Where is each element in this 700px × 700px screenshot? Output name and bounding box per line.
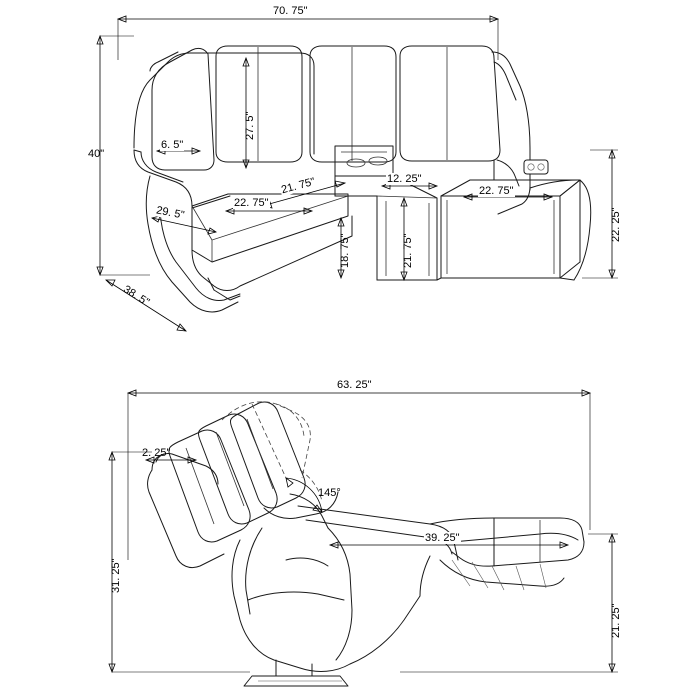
dim-label-overall-depth: 38. 5": [120, 283, 152, 309]
dim-label-backrest-height: 27. 5": [244, 111, 256, 140]
dim-label-reclined-height: 31. 25": [110, 558, 122, 593]
dim-label-headrest-thickness: 2. 25": [142, 447, 171, 459]
dim-label-console-height: 21. 75": [402, 233, 414, 268]
reclined-length-dimension: [128, 390, 590, 560]
dim-label-seat-height: 18. 75": [339, 233, 351, 268]
overall-height-dimension: [97, 36, 150, 275]
dim-label-overall-width: 70. 75": [273, 5, 308, 17]
footrest-height-dimension: [400, 534, 618, 672]
dim-label-seat-to-footrest: 39. 25": [425, 532, 460, 544]
side-view-group: [109, 390, 618, 686]
dim-label-recline-angle: 145°: [318, 487, 341, 499]
dim-label-seat-span: 21. 75": [280, 175, 317, 197]
dim-label-armrest-width: 6. 5": [161, 139, 184, 151]
dim-label-reclined-length: 63. 25": [337, 379, 372, 391]
front-view-group: [97, 16, 618, 331]
dim-label-console-width: 12. 25": [387, 173, 422, 185]
dim-label-arm-height: 22. 25": [610, 207, 622, 242]
dim-label-seat-width-left: 22. 75": [234, 197, 269, 209]
dim-label-seat-depth-left: 29. 5": [155, 204, 186, 222]
side-view-internal-dimensions: [146, 457, 568, 548]
dim-label-overall-height: 40": [88, 148, 105, 160]
dim-label-footrest-height: 21. 25": [610, 603, 622, 638]
dim-label-seat-width-right: 22. 75": [479, 185, 514, 197]
